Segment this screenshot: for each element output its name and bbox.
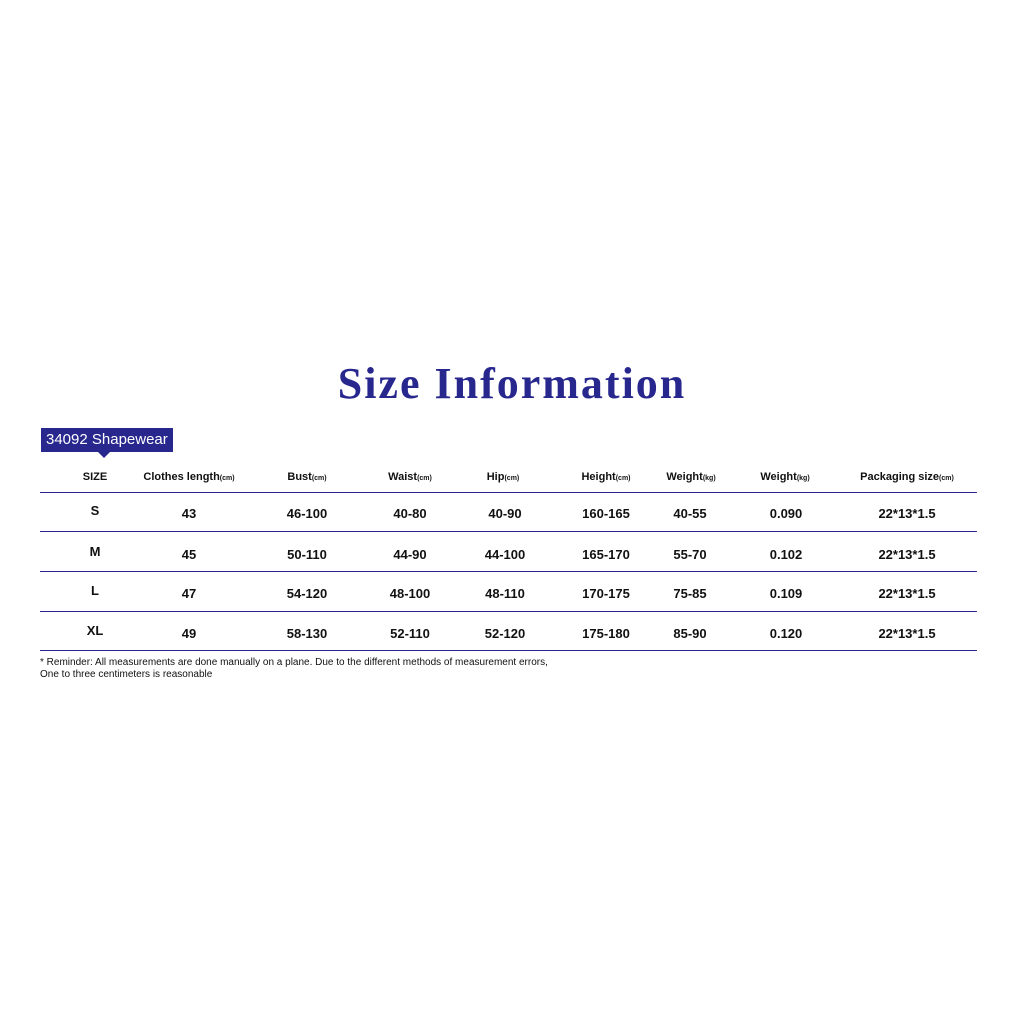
header-label: Bust bbox=[287, 471, 312, 483]
cell-packaging-size: 22*13*1.5 bbox=[878, 626, 936, 641]
header-unit: (cm) bbox=[615, 475, 631, 482]
cell-clothes-length: 43 bbox=[181, 506, 197, 521]
header-packaging-size bbox=[860, 471, 954, 483]
header-label: Waist bbox=[388, 471, 418, 483]
header-waist bbox=[388, 471, 432, 483]
cell-hip: 44-100 bbox=[484, 547, 526, 562]
table-divider bbox=[40, 571, 977, 572]
cell-bust: 46-100 bbox=[286, 506, 328, 521]
header-weight bbox=[666, 471, 715, 483]
header-package-weight bbox=[760, 471, 809, 483]
cell-height: 160-165 bbox=[582, 506, 630, 521]
product-tag: 34092 Shapewear bbox=[41, 428, 173, 452]
cell-weight: 55-70 bbox=[673, 547, 707, 562]
header-label: SIZE bbox=[82, 471, 108, 483]
table-divider bbox=[40, 611, 977, 612]
cell-hip: 48-110 bbox=[485, 586, 525, 601]
reminder-note bbox=[40, 657, 548, 681]
cell-hip: 52-120 bbox=[484, 626, 526, 641]
header-unit: (cm) bbox=[939, 475, 954, 482]
table-divider bbox=[40, 492, 977, 493]
cell-height: 165-170 bbox=[582, 547, 630, 562]
cell-waist: 52-110 bbox=[390, 626, 430, 641]
cell-height: 175-180 bbox=[582, 626, 630, 641]
cell-hip: 40-90 bbox=[488, 506, 522, 521]
header-label: Weight bbox=[760, 471, 797, 483]
header-clothes-length bbox=[143, 471, 234, 483]
cell-height: 170-175 bbox=[582, 586, 630, 601]
reminder-line-1: * Reminder: All measurements are done manually on a plane. Due to the different methods of measurement errors, bbox=[40, 657, 548, 668]
cell-packaging-size: 22*13*1.5 bbox=[878, 586, 936, 601]
cell-package-weight: 0.090 bbox=[769, 506, 803, 521]
cell-packaging-size: 22*13*1.5 bbox=[878, 547, 936, 562]
header-unit: (kg) bbox=[702, 475, 716, 482]
header-label: Packaging size bbox=[860, 471, 940, 483]
cell-waist: 48-100 bbox=[389, 586, 431, 601]
header-label: Weight bbox=[666, 471, 703, 483]
header-unit: (cm) bbox=[417, 475, 432, 482]
header-unit: (cm) bbox=[219, 475, 235, 482]
cell-package-weight: 0.109 bbox=[769, 586, 803, 601]
header-label: Hip bbox=[486, 471, 505, 483]
table-divider bbox=[40, 531, 977, 532]
cell-size: XL bbox=[86, 623, 104, 638]
header-unit: (kg) bbox=[796, 475, 810, 482]
reminder-line-2: One to three centimeters is reasonable bbox=[40, 669, 213, 680]
cell-weight: 75-85 bbox=[673, 586, 707, 601]
cell-waist: 40-80 bbox=[393, 506, 427, 521]
table-divider bbox=[40, 650, 977, 651]
cell-size: M bbox=[89, 544, 101, 559]
cell-size: L bbox=[91, 583, 99, 598]
header-hip bbox=[487, 471, 520, 483]
header-bust bbox=[287, 471, 326, 483]
cell-bust: 54-120 bbox=[286, 586, 328, 601]
cell-package-weight: 0.120 bbox=[769, 626, 803, 641]
cell-weight: 40-55 bbox=[673, 506, 707, 521]
header-label: Height bbox=[581, 471, 616, 483]
cell-bust: 50-110 bbox=[287, 547, 327, 562]
cell-packaging-size: 22*13*1.5 bbox=[878, 506, 936, 521]
cell-size: S bbox=[90, 503, 100, 518]
cell-package-weight: 0.102 bbox=[769, 547, 803, 562]
cell-clothes-length: 47 bbox=[181, 586, 197, 601]
header-height bbox=[581, 471, 630, 483]
cell-bust: 58-130 bbox=[286, 626, 328, 641]
cell-clothes-length: 45 bbox=[181, 547, 197, 562]
cell-clothes-length: 49 bbox=[181, 626, 197, 641]
header-unit: (cm) bbox=[311, 475, 327, 482]
header-unit: (cm) bbox=[504, 475, 520, 482]
cell-weight: 85-90 bbox=[673, 626, 707, 641]
header-label: Clothes length bbox=[143, 471, 220, 483]
header-size bbox=[83, 471, 107, 483]
cell-waist: 44-90 bbox=[393, 547, 427, 562]
page-title: Size Information bbox=[337, 359, 687, 408]
